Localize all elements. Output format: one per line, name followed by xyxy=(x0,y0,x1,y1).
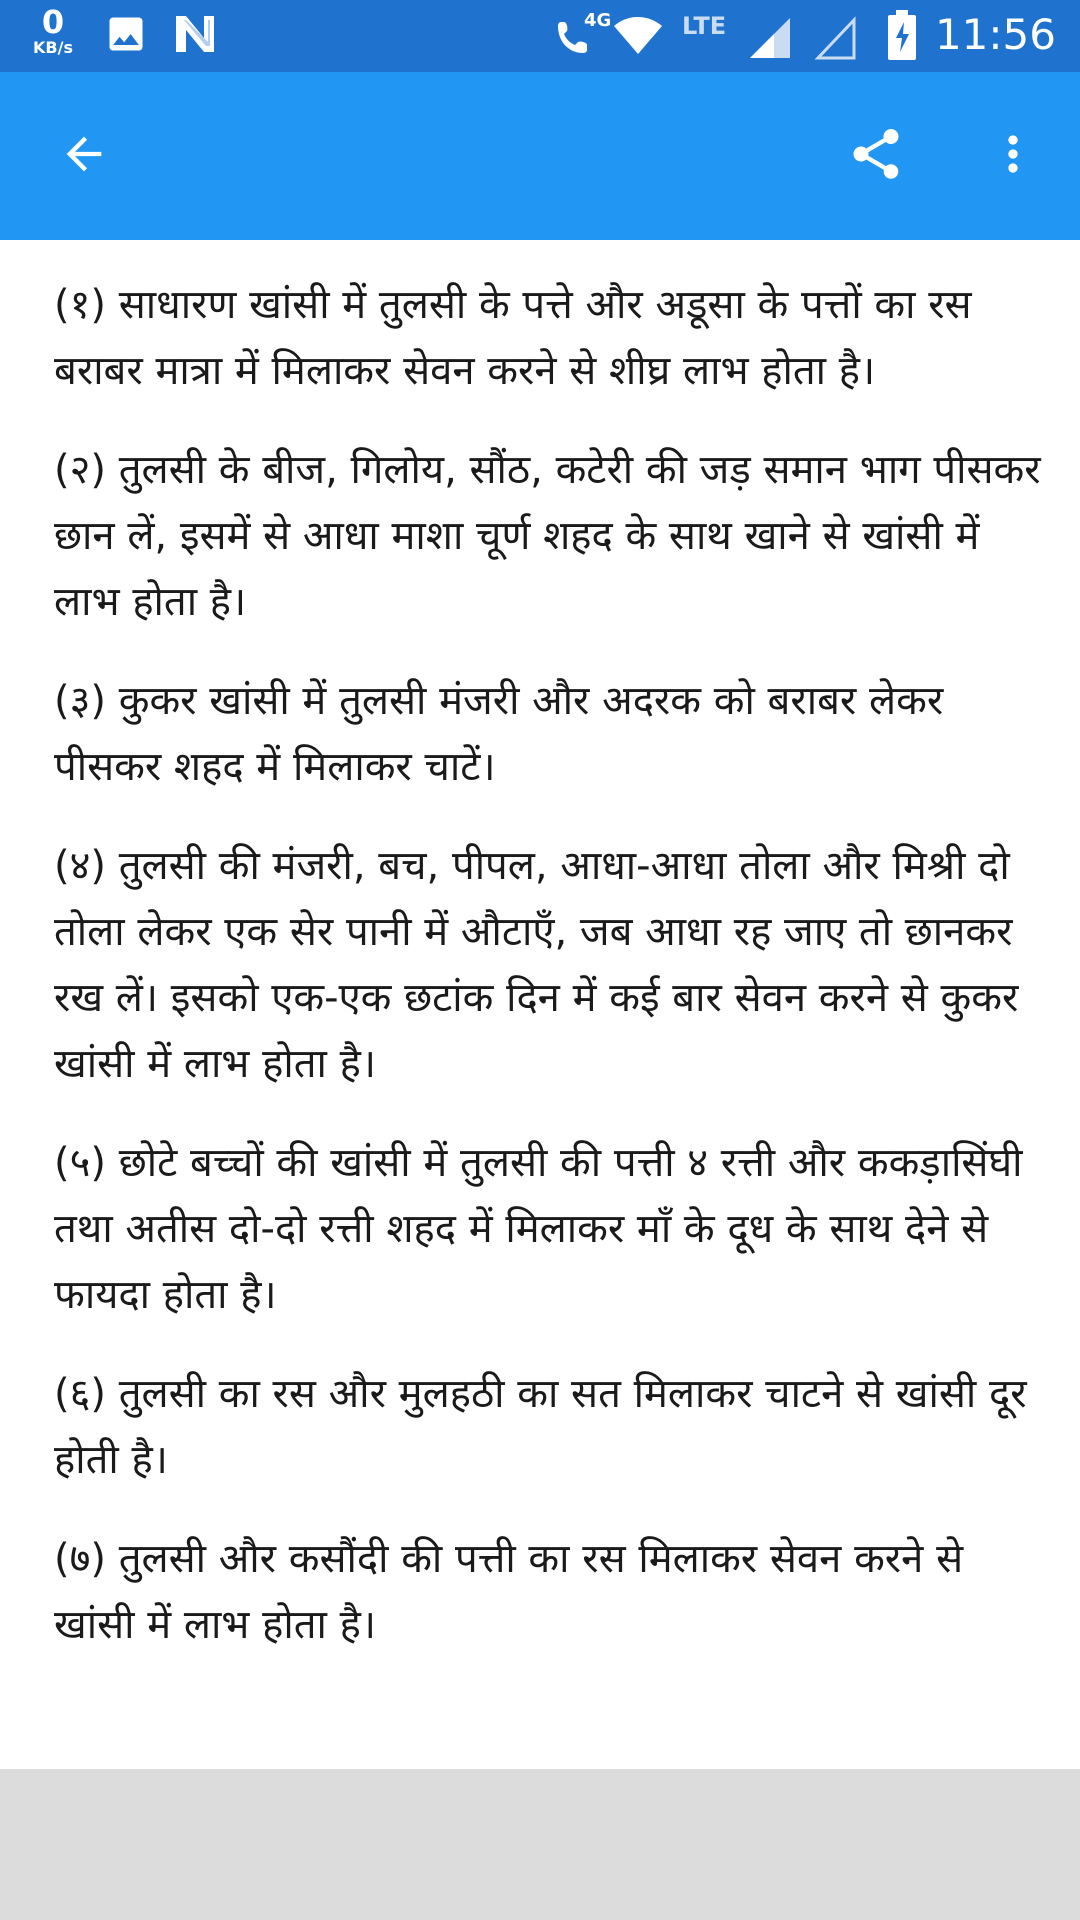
more-options-button[interactable] xyxy=(983,126,1043,186)
share-icon xyxy=(846,124,906,188)
remedy-paragraph-3: (३) कुकर खांसी में तुलसी मंजरी और अदरक को बराबर लेकर पीसकर शहद में मिलाकर चाटें। xyxy=(54,678,944,790)
net-speed-unit: KB/s xyxy=(33,38,73,57)
article-content[interactable] xyxy=(0,240,1080,1769)
image-icon xyxy=(104,12,148,60)
status-bar xyxy=(0,0,1080,72)
app-toolbar xyxy=(0,72,1080,240)
more-vert-icon xyxy=(985,126,1041,186)
remedy-paragraph-2: (२) तुलसी के बीज, गिलोय, सौंठ, कटेरी की जड़ समान भाग पीसकर छान लें, इसमें से आधा माशा चूर्ण शहद के साथ खाने से खांसी में लाभ होता है। xyxy=(54,447,1041,625)
remedy-paragraph-7: (७) तुलसी और कसौंदी की पत्ती का रस मिलाकर सेवन करने से खांसी में लाभ होता है। xyxy=(54,1536,964,1648)
remedy-paragraph-1: (१) साधारण खांसी में तुलसी के पत्ते और अडूसा के पत्तों का रस बराबर मात्रा में मिलाकर सेवन करने से शीघ्र लाभ होता है। xyxy=(54,282,972,394)
lte-label: LTE xyxy=(682,12,727,40)
arrow-left-icon xyxy=(58,128,110,184)
n-app-icon xyxy=(172,12,220,60)
back-button[interactable] xyxy=(54,126,114,186)
battery-charging-icon xyxy=(886,10,918,66)
share-button[interactable] xyxy=(846,126,906,186)
call-network-label: 4G xyxy=(584,10,612,31)
bottom-panel xyxy=(0,1769,1080,1920)
signal-empty-icon xyxy=(814,16,858,64)
net-speed-indicator xyxy=(22,3,84,57)
signal-icon xyxy=(748,16,792,64)
remedy-paragraph-4: (४) तुलसी की मंजरी, बच, पीपल, आधा-आधा तोला और मिश्री दो तोला लेकर एक सेर पानी में औटाएँ, जब आधा रह जाए तो छानकर रख लें। इसको एक-एक छटांक दिन में कई बार सेवन करने से कुकर खांसी में लाभ होता है। xyxy=(54,843,1019,1087)
wifi-icon xyxy=(612,16,664,60)
remedy-paragraph-6: (६) तुलसी का रस और मुलहठी का सत मिलाकर चाटने से खांसी दूर होती है। xyxy=(54,1371,1027,1483)
remedy-paragraph-5: (५) छोटे बच्चों की खांसी में तुलसी की पत्ती ४ रत्ती और ककड़ासिंघी तथा अतीस दो-दो रत्ती शहद में मिलाकर माँ के दूध के साथ देने से फायदा होता है। xyxy=(54,1140,1023,1318)
status-time: 11:56 xyxy=(934,10,1056,59)
net-speed-value: 0 xyxy=(41,3,65,41)
